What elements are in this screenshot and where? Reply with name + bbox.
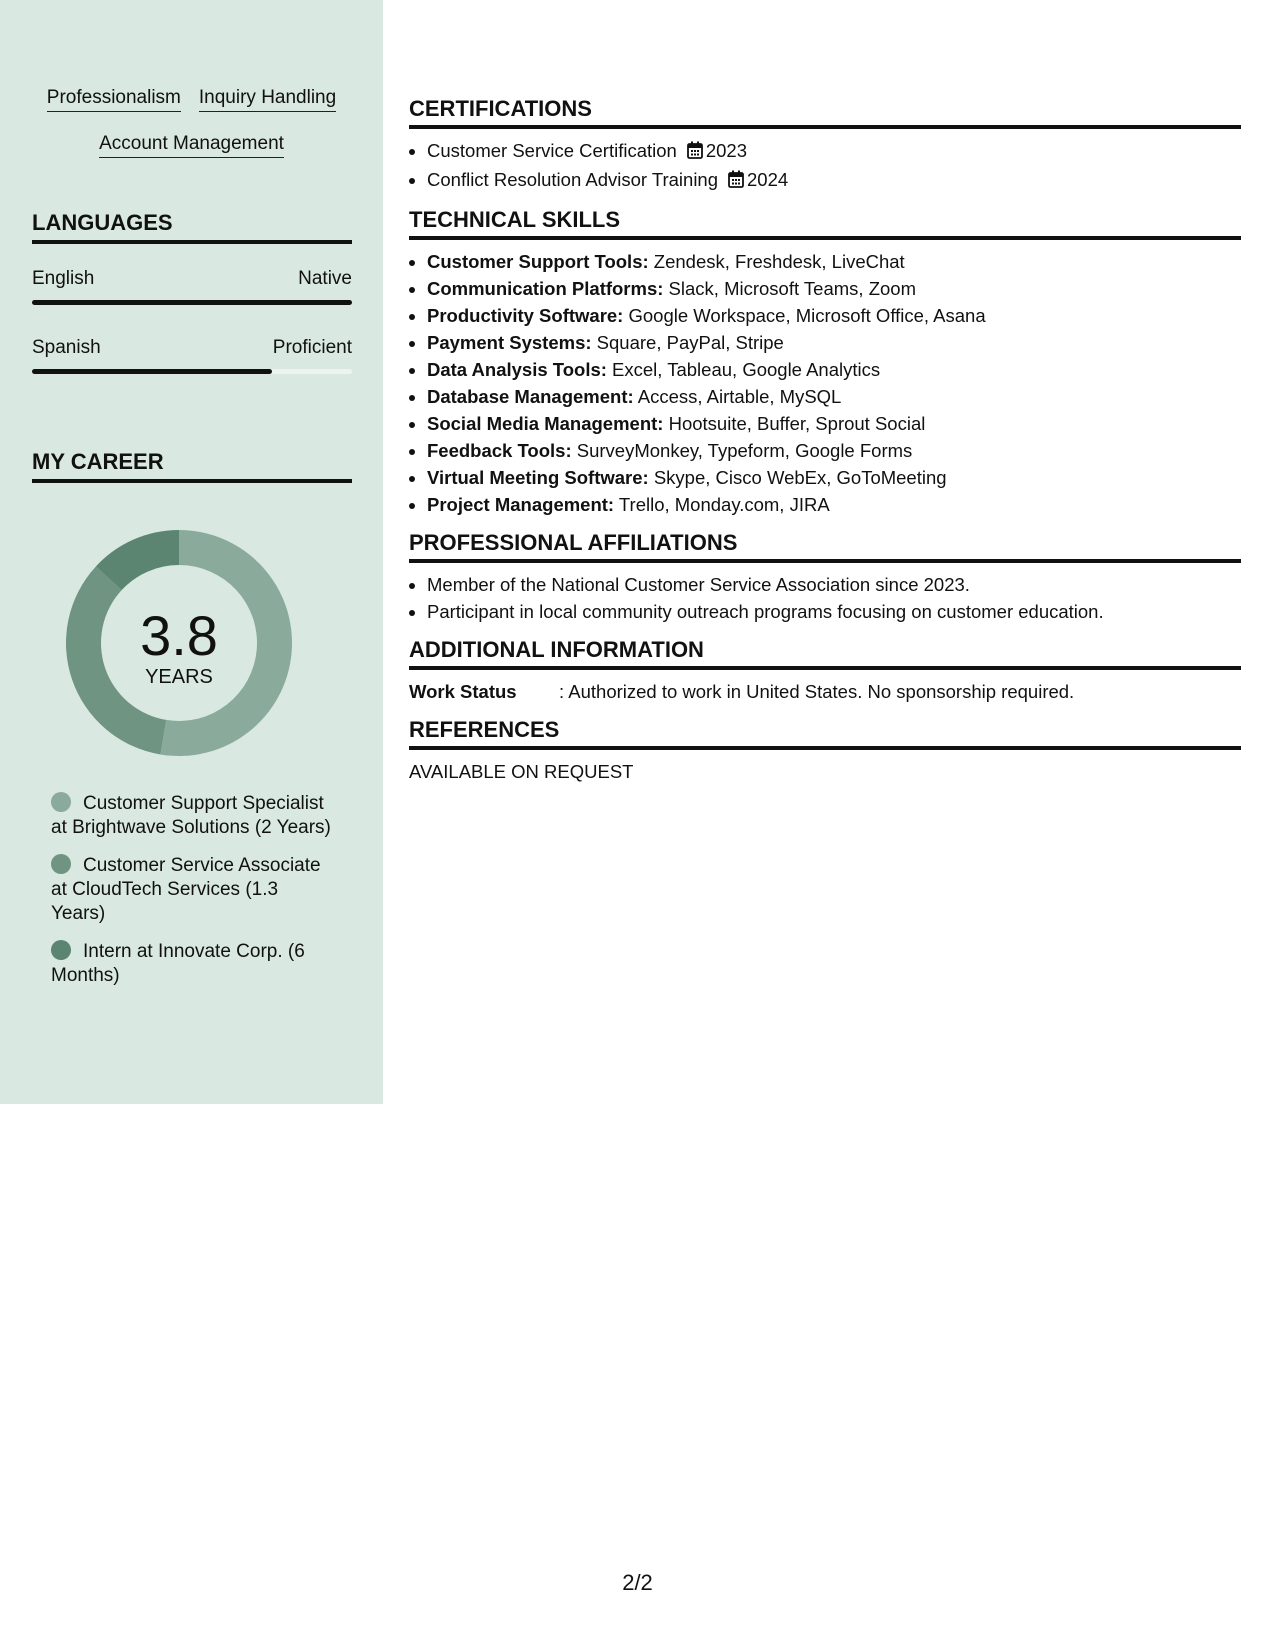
certification-item [427,137,1241,166]
work-status-row [409,678,1241,705]
language-level: Native [298,268,352,289]
technical-skill-item [427,437,1241,464]
skill-category: Feedback Tools: [427,440,572,461]
certifications-section [409,96,1241,195]
work-status-label: Work Status [409,681,517,702]
technical-skill-item [427,356,1241,383]
language-name: English [32,268,95,289]
language-item [32,268,352,305]
references-text: AVAILABLE ON REQUEST [409,761,634,782]
skill-tag-row [0,132,383,158]
skill-tag-row [0,86,383,112]
skill-tags [0,86,383,178]
language-item [32,337,352,374]
work-status-value: : Authorized to work in United States. No sponsorship required. [559,681,1075,702]
technical-skills-list [409,248,1241,518]
calendar-icon [687,139,703,166]
skill-category: Project Management: [427,494,615,515]
skill-values: Trello, Monday.com, JIRA [614,494,830,515]
additional-info-heading: ADDITIONAL INFORMATION [409,637,1241,670]
skill-values: Google Workspace, Microsoft Office, Asana [623,305,986,326]
references-section [409,717,1241,785]
skill-category: Customer Support Tools: [427,251,649,272]
technical-skill-item [427,302,1241,329]
technical-skill-item [427,410,1241,437]
languages-heading: LANGUAGES [32,210,352,244]
career-item [51,940,331,988]
technical-skill-item [427,329,1241,356]
technical-skill-item [427,275,1241,302]
career-years-unit: YEARS [145,666,213,688]
skill-values: Zendesk, Freshdesk, LiveChat [648,251,905,272]
career-item [51,792,331,840]
technical-skill-item [427,383,1241,410]
affiliation-item: • Participant in local community outreach programs focusing on customer education. [427,598,1241,625]
main-content [409,96,1241,797]
career-dot [51,792,71,812]
skill-category: Social Media Management: [427,413,664,434]
skill-category: Productivity Software: [427,305,624,326]
skill-values: Skype, Cisco WebEx, GoToMeeting [648,467,947,488]
career-dot [51,940,71,960]
affiliations-list [409,571,1241,625]
affiliations-heading: PROFESSIONAL AFFILIATIONS [409,530,1241,563]
language-bar-fill [32,369,272,374]
skill-values: Excel, Tableau, Google Analytics [606,359,881,380]
career-heading: MY CAREER [32,449,352,483]
career-donut-chart [66,530,292,756]
additional-info-section [409,637,1241,705]
affiliation-item: • Member of the National Customer Service Association since 2023. [427,571,1241,598]
skill-values: Slack, Microsoft Teams, Zoom [663,278,916,299]
career-item-label: Customer Service Associate at CloudTech Services (1.3 Years) [51,855,321,924]
certifications-heading: CERTIFICATIONS [409,96,1241,129]
technical-skill-item [427,248,1241,275]
calendar-icon [728,168,744,195]
language-bar-fill [32,300,352,305]
skill-category: Data Analysis Tools: [427,359,607,380]
career-item-label: Customer Support Specialist at Brightwave Solutions (2 Years) [51,793,331,838]
language-bar [32,300,352,305]
career-list [51,792,331,1002]
certification-name: Conflict Resolution Advisor Training [427,169,719,190]
skill-values: Access, Airtable, MySQL [633,386,842,407]
skill-tag: Account Management [99,132,284,158]
skill-category: Communication Platforms: [427,278,664,299]
language-bar [32,369,352,374]
skill-category: Virtual Meeting Software: [427,467,649,488]
skill-tag: Inquiry Handling [199,86,336,112]
career-item-label: Intern at Innovate Corp. (6 Months) [51,941,305,986]
references-heading: REFERENCES [409,717,1241,750]
skill-values: Hootsuite, Buffer, Sprout Social [663,413,926,434]
career-dot [51,854,71,874]
skill-values: SurveyMonkey, Typeform, Google Forms [571,440,913,461]
technical-skill-item [427,464,1241,491]
skill-tag: Professionalism [47,86,181,112]
certification-name: Customer Service Certification [427,140,677,161]
language-level: Proficient [272,337,352,358]
page-number: 2/2 [622,1570,653,1595]
technical-skills-section [409,207,1241,518]
career-years-value: 3.8 [140,604,218,667]
language-name: Spanish [32,337,101,358]
affiliations-section [409,530,1241,625]
certification-item [427,166,1241,195]
sidebar [0,0,383,1104]
certifications-list [409,137,1241,195]
technical-skill-item [427,491,1241,518]
certification-year: 2023 [705,140,747,161]
career-item [51,854,331,926]
technical-skills-heading: TECHNICAL SKILLS [409,207,1241,240]
skill-category: Payment Systems: [427,332,592,353]
skill-values: Square, PayPal, Stripe [591,332,784,353]
skill-category: Database Management: [427,386,634,407]
certification-year: 2024 [747,169,789,190]
